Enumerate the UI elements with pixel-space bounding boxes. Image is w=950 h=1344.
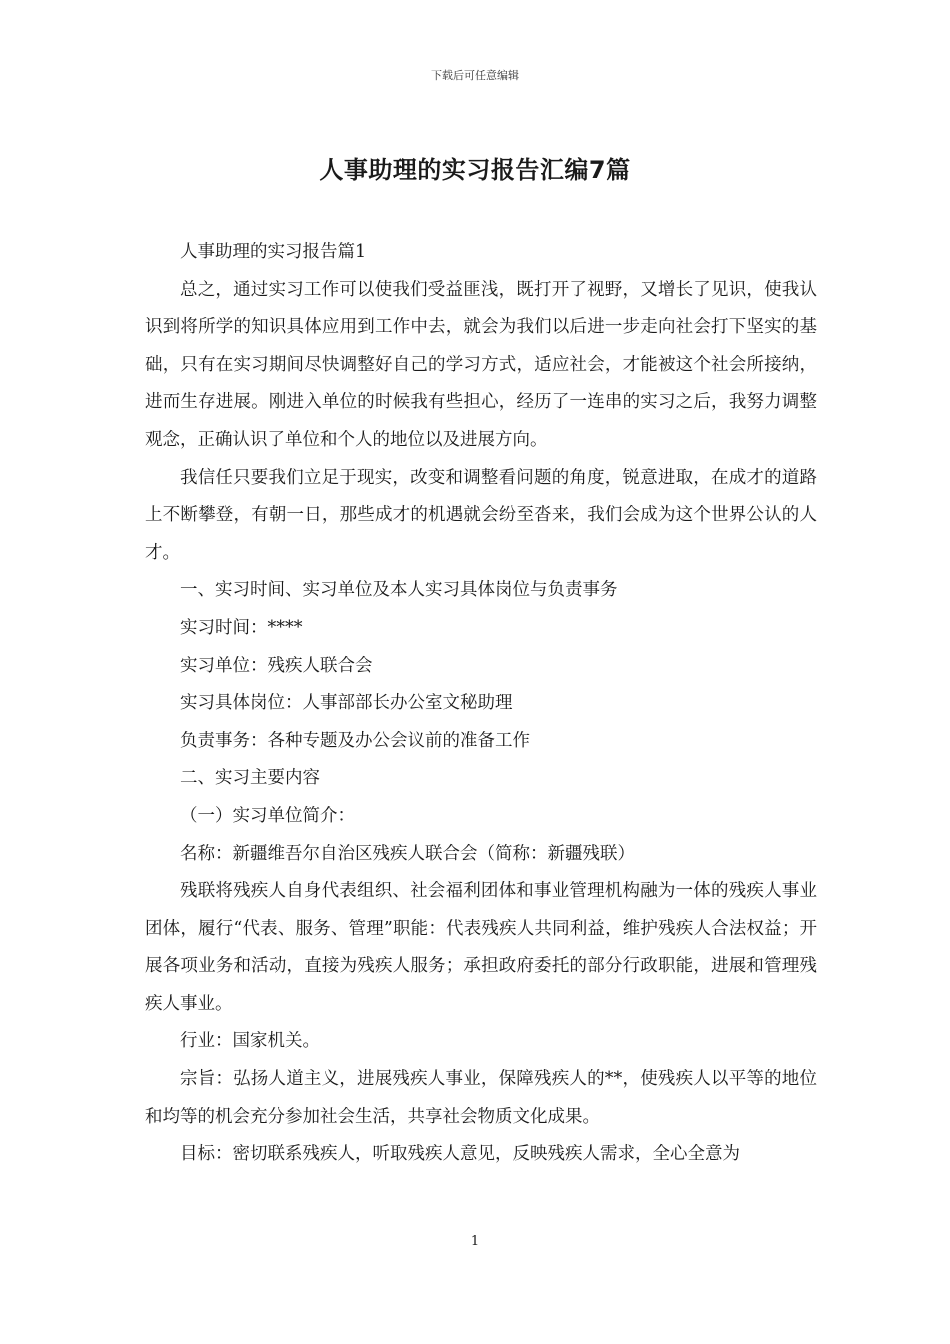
page-header: 下载后可任意编辑	[431, 69, 519, 82]
internship-position: 实习具体岗位：人事部部长办公室文秘助理	[180, 693, 513, 714]
internship-unit: 实习单位：残疾人联合会	[180, 655, 373, 676]
unit-goal: 目标：密切联系残疾人，听取残疾人意见，反映残疾人需求，全心全意为	[180, 1144, 740, 1165]
subsection-heading-unit-intro: （一）实习单位简介：	[180, 805, 355, 826]
unit-purpose: 宗旨：弘扬人道主义，进展残疾人事业，保障残疾人的**，使残疾人以平等的地位和均等的机会充分参加社会生活，共享社会物质文化成果。	[145, 1069, 817, 1127]
body-paragraph: 我信任只要我们立足于现实，改变和调整看问题的角度，锐意进取，在成才的道路上不断攀登，有朝一日，那些成才的机遇就会纷至沓来，我们会成为这个世界公认的人才。	[145, 467, 817, 563]
document-title: 人事助理的实习报告汇编7篇	[319, 156, 631, 184]
body-paragraph: 残联将残疾人自身代表组织、社会福利团体和事业管理机构融为一体的残疾人事业团体，履行“代表、服务、管理”职能：代表残疾人共同利益，维护残疾人合法权益；开展各项业务和活动，直接为残疾人服务；承担政府委托的部分行政职能，进展和管理残疾人事业。	[145, 881, 817, 1014]
section-heading-1: 人事助理的实习报告篇1	[180, 242, 367, 262]
section-heading-main-content: 二、实习主要内容	[180, 768, 320, 789]
unit-industry: 行业：国家机关。	[180, 1031, 320, 1052]
page-number: 1	[470, 1234, 480, 1249]
internship-duties: 负责事务：各种专题及办公会议前的准备工作	[180, 730, 530, 751]
internship-time: 实习时间：****	[180, 617, 303, 638]
unit-name: 名称：新疆维吾尔自治区残疾人联合会（简称：新疆残联）	[180, 843, 635, 864]
body-paragraph: 总之，通过实习工作可以使我们受益匪浅，既打开了视野，又增长了见识，使我认识到将所学的知识具体应用到工作中去，就会为我们以后进一步走向社会打下坚实的基础，只有在实习期间尽快调整好自己的学习方式，适应社会，才能被这个社会所接纳，进而生存进展。刚进入单位的时候我有些担心，经历了一连串的实习之后，我努力调整观念，正确认识了单位和个人的地位以及进展方向。	[145, 279, 817, 450]
document-body	[145, 234, 817, 1174]
section-heading-internship-info: 一、实习时间、实习单位及本人实习具体岗位与负责事务	[180, 580, 618, 601]
